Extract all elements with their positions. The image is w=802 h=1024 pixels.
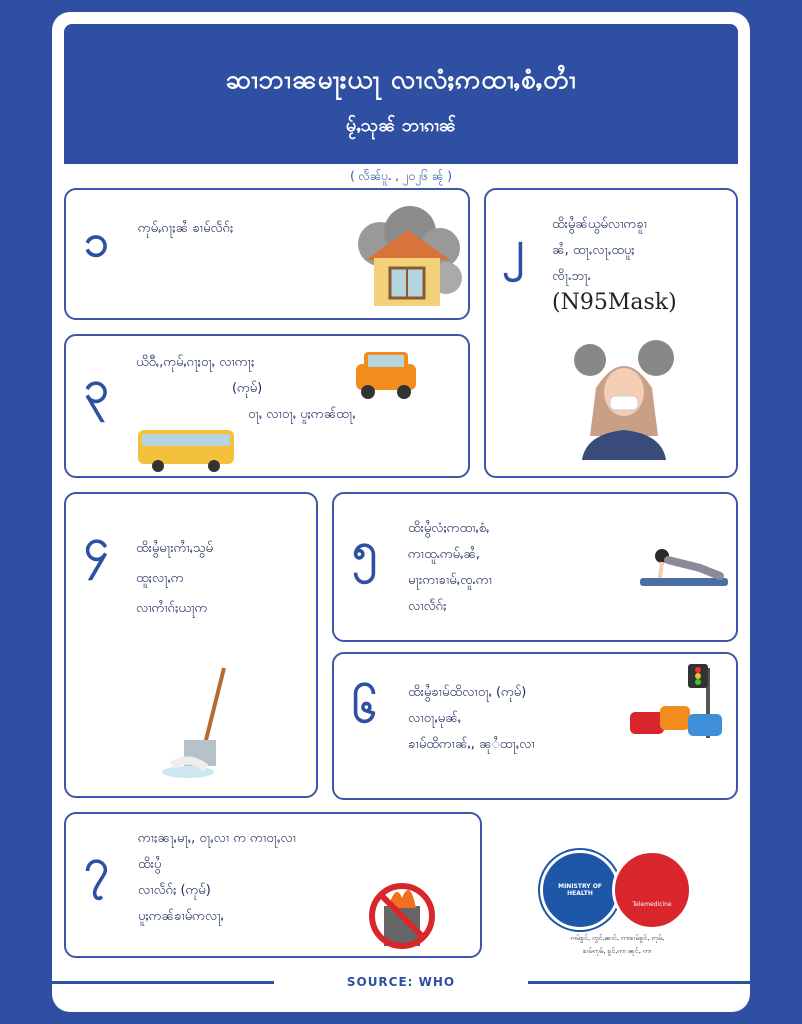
mask-label: (N95Mask) — [552, 290, 677, 315]
logos — [540, 850, 690, 930]
telemedicine-logo: Telemedicine — [612, 850, 692, 930]
logo-caption: ၵၢမ်ၶွင်ႇ ၸွင်ႇၼၢင်ႇ ဢၢၶၢမ်ၶွင်ႇ ဢုမ်ႇ ၶၢမ်ဢုမ်ႇ ၶွင်ႇဢၢ ၼုင်ႇ ဢၢ — [570, 934, 664, 955]
poster — [52, 12, 750, 1012]
car-icon — [354, 346, 418, 402]
ministry-of-health-logo: MINISTRY OF HEALTH — [540, 850, 620, 930]
poster-title: ဆၢဘၢၼမႃးယႃ လၢလံႈဢထၢႇစံႇတႆၢ — [225, 65, 577, 95]
tip-card-4 — [64, 492, 318, 798]
tip-text: ထိးမွႆလံႈဢထၢႇစံႇ ဢၢထူႉဢမ်ႇၼႆ, မႃးဢၢၶၢမ်ႇၸူႉဢၢ လၢလႅၵ်ႈ — [408, 521, 493, 614]
tip-text: ထိးမွႆၶၢမ်ထိလၢဝႃႇ (ဢုမ်) လၢဝႃႇမုၼ်ႇ ၶၢမ်ထိဢၢၼ်ႇ, ၼုႆထႃႇလၢ — [408, 685, 535, 752]
tip-card-2 — [484, 188, 738, 478]
tip-card-7 — [64, 812, 482, 958]
tip-text: ဢၢႈၼႃႇမႃႇ, ဝႃႇလၢ ဢ ဢၢဝႃႇလၢ ထိးပွႆ လၢလႅၵ်ႈ (ဢုမ်) ပူႈဢၼ်ၶၢမ်ဢလႃႇ — [138, 831, 297, 924]
divider-right — [528, 981, 750, 984]
poster-header — [64, 24, 738, 164]
mop-bucket-icon — [158, 664, 238, 784]
tip-card-6 — [332, 652, 738, 800]
tip-number: ၃ — [84, 362, 109, 413]
tip-card-5 — [332, 492, 738, 642]
tip-number: ၆ — [352, 682, 377, 733]
tip-text: ဢုမ်ႇၵႃႈၼႆ ၶၢမ်လႅၵ်ႈ — [138, 221, 234, 236]
tip-card-3 — [64, 334, 470, 478]
tip-number: ၇ — [84, 840, 109, 891]
tip-number: ၄ — [84, 520, 109, 571]
traffic-light-icon — [630, 662, 726, 746]
house-smoke-icon — [350, 204, 462, 310]
tip-number: ၂ — [502, 222, 524, 273]
date-label: ( လႅၼ်ပူႉ , ၂၀၂၆ ၼႂ် ) — [350, 169, 452, 183]
tip-text: ယိဝီႇ,ဢုမ်ႇၵႃႈဝႃႇ လၢဢႃႈ (ဢုမ်) ဝႃႇ လၢဝႃႇ ပူႈဢၼ်ထႃႇ — [136, 355, 356, 422]
woman-mask-icon — [566, 338, 682, 460]
tip-text: ထိးမွႆမႃးဢႆၢႇသွမ် ထူႈလႃႇဢ လၢဢႆၢၵ်ႈယႃဢ — [136, 541, 214, 616]
no-burning-icon — [366, 868, 438, 952]
tip-number: ၅ — [352, 524, 377, 575]
tip-text: ထိးမွႆၼ်ယွမ်လၢဢၶူၢ ၼႆ, ထႃႇလႃႇထပူႈ ၸိႃႉဘႃႉ (N95Mask) — [552, 217, 677, 315]
exercise-icon — [640, 546, 728, 592]
source-label: SOURCE: WHO — [346, 975, 456, 989]
tip-card-1 — [64, 188, 470, 320]
poster-subtitle: မႂ်ႇသုၼ် ဘၢၵၢၼ် — [345, 115, 457, 136]
bus-icon — [136, 424, 236, 474]
tip-number: ၁ — [84, 216, 109, 267]
